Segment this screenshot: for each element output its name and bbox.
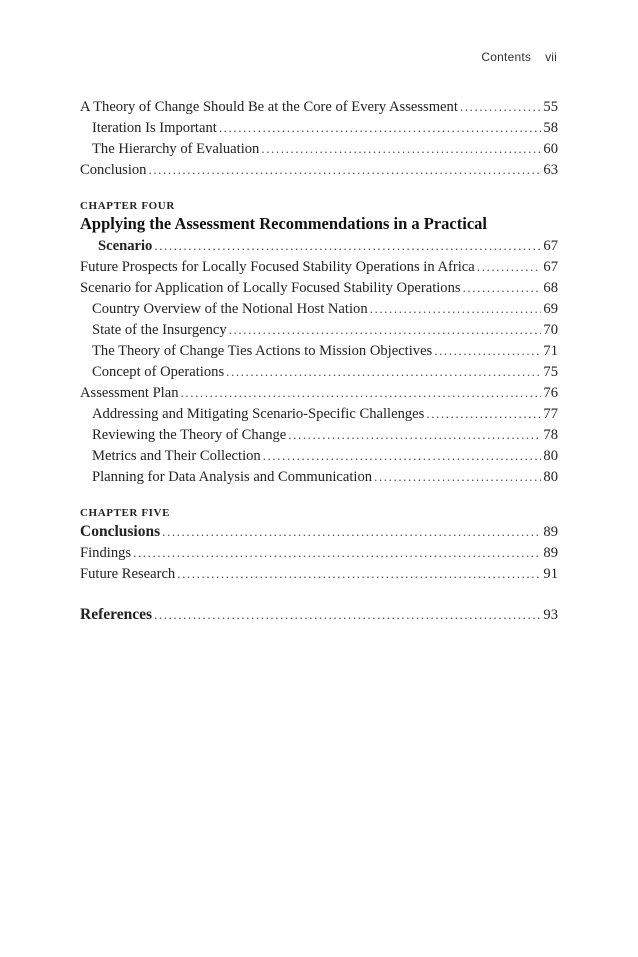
toc-entry[interactable] — [80, 563, 558, 584]
toc-entry-page: 67 — [543, 238, 558, 254]
toc-entry-page: 78 — [543, 427, 558, 443]
toc-entry[interactable] — [80, 298, 558, 319]
chapter-title[interactable]: Applying the Assessment Recommendations in a Practical — [80, 214, 487, 233]
running-head-section: Contents — [481, 50, 532, 64]
toc-entry-page: 67 — [543, 259, 558, 275]
toc-entry-title: A Theory of Change Should Be at the Core of Every Assessment — [80, 99, 458, 115]
toc-entry-title: Iteration Is Important — [92, 120, 217, 136]
toc-entry-page: 89 — [543, 524, 558, 540]
toc-entry-page: 60 — [543, 141, 558, 157]
page-number: vii — [545, 50, 557, 64]
toc-entry[interactable] — [80, 138, 558, 159]
toc-entry[interactable] — [80, 159, 558, 180]
toc-entry-page: 93 — [543, 607, 558, 623]
toc-entry-page: 70 — [543, 322, 558, 338]
toc-entry-title: Assessment Plan — [80, 385, 179, 401]
toc-entry[interactable] — [80, 382, 558, 403]
toc-entry-title: Scenario for Application of Locally Focused Stability Operations — [80, 280, 461, 296]
toc-entry-page: 80 — [543, 448, 558, 464]
toc-entry-title: Reviewing the Theory of Change — [92, 427, 287, 443]
toc-entry[interactable] — [80, 466, 558, 487]
toc-entry[interactable] — [80, 319, 558, 340]
references-entry[interactable] — [80, 604, 558, 625]
toc-entry-title: Future Research — [80, 566, 176, 582]
chapter-label: CHAPTER FOUR — [80, 200, 175, 212]
toc-entry-title: Planning for Data Analysis and Communication — [92, 469, 373, 485]
toc-entry-page: 75 — [543, 364, 558, 380]
toc-entry[interactable] — [80, 361, 558, 382]
toc-entry[interactable] — [80, 117, 558, 138]
toc-entry[interactable] — [80, 277, 558, 298]
chapter-label: CHAPTER FIVE — [80, 507, 171, 519]
toc-entry[interactable] — [80, 403, 558, 424]
toc-entry-page: 58 — [543, 120, 558, 136]
toc-entry[interactable] — [80, 340, 558, 361]
toc-entry-title: The Theory of Change Ties Actions to Mission Objectives — [92, 343, 433, 359]
toc-entry-page: 89 — [543, 545, 558, 561]
toc-entry-page: 71 — [543, 343, 558, 359]
toc-entry-title: Concept of Operations — [92, 364, 225, 380]
toc-entry-page: 80 — [543, 469, 558, 485]
toc-entry-page: 68 — [543, 280, 558, 296]
toc-entry-title: The Hierarchy of Evaluation — [92, 141, 260, 157]
toc-entry[interactable] — [80, 96, 558, 117]
toc-entry-title: Addressing and Mitigating Scenario-Specific Challenges — [92, 406, 425, 422]
toc-entry-title: Conclusions — [80, 523, 161, 540]
running-head — [481, 50, 557, 64]
toc-entry-title: Scenario — [98, 238, 153, 254]
toc-entry-page: 69 — [543, 301, 558, 317]
toc-entry-title: Findings — [80, 545, 132, 561]
toc-entry-page: 55 — [543, 99, 558, 115]
toc-entry-title: Metrics and Their Collection — [92, 448, 261, 464]
toc-entry-page: 63 — [543, 162, 558, 178]
toc-entry-title: Country Overview of the Notional Host Nation — [92, 301, 368, 317]
toc-entry-title: References — [80, 606, 153, 623]
toc-entry-title: Conclusion — [80, 162, 147, 178]
toc-entry-page: 77 — [543, 406, 558, 422]
toc-entry-page: 76 — [543, 385, 558, 401]
toc-entry[interactable] — [80, 424, 558, 445]
toc-entry[interactable] — [80, 542, 558, 563]
toc-entry-title: Future Prospects for Locally Focused Stability Operations in Africa — [80, 259, 475, 275]
table-of-contents — [80, 96, 558, 625]
chapter-title[interactable] — [80, 521, 558, 542]
toc-entry[interactable] — [80, 256, 558, 277]
toc-entry-page: 91 — [543, 566, 558, 582]
chapter-title-continuation[interactable] — [80, 235, 558, 256]
toc-entry-title: State of the Insurgency — [92, 322, 227, 338]
toc-entry[interactable] — [80, 445, 558, 466]
